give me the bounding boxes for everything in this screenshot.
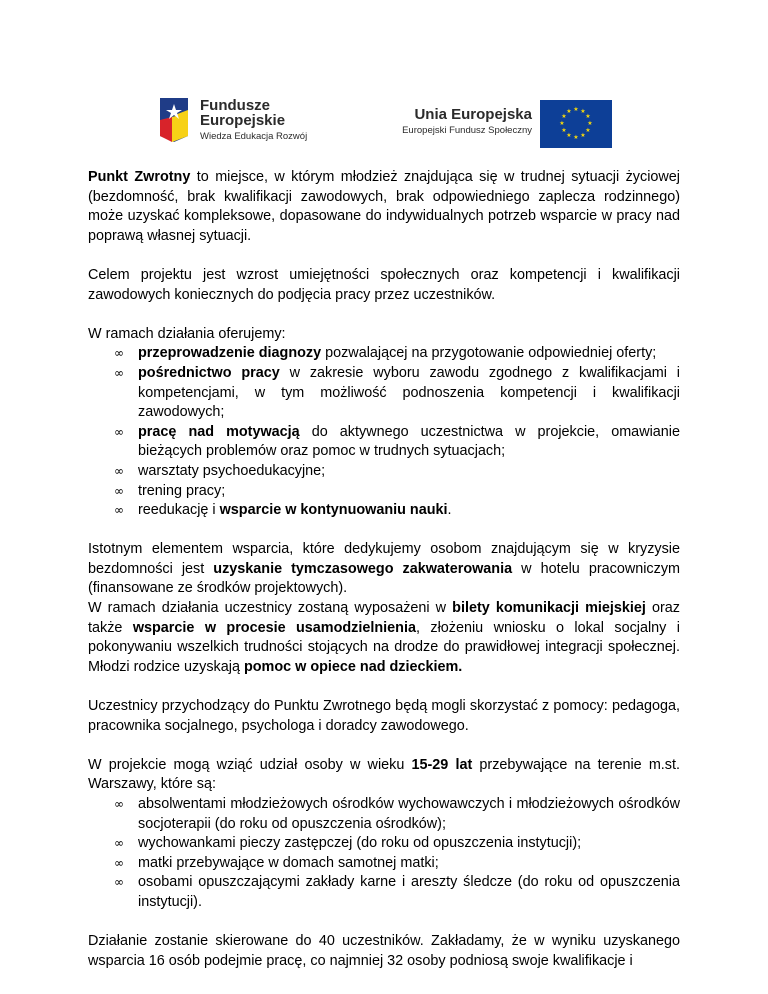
support-text: oraz także <box>88 600 681 636</box>
svg-text:★: ★ <box>566 132 572 139</box>
offer-list <box>88 344 680 520</box>
item-text: osobami opuszczającymi zakłady karne i areszty śledcze (do roku od opuszczenia instytucji). <box>138 874 680 910</box>
eligibility-text: przebywające na terenie m.st. Warszawy, które są: <box>88 756 680 793</box>
item-text: absolwentami młodzieżowych ośrodków wychowawczych i młodzieżowych ośrodków socjoterapii (do roku od opuszczenia ośrodków); <box>138 796 680 832</box>
item-bold: pośrednictwo pracy <box>138 364 280 381</box>
bullet-icon: ∞ <box>114 463 124 478</box>
svg-text:★: ★ <box>580 132 586 139</box>
svg-text:★: ★ <box>585 113 591 120</box>
svg-text:★: ★ <box>566 108 572 115</box>
fundusze-europejskie-logo <box>158 96 358 156</box>
eligibility-text: W projekcie mogą wziąć udział osoby w wieku <box>88 756 412 773</box>
punkt-zwrotny-name: Punkt Zwrotny <box>88 169 191 185</box>
paragraph-outcomes: Działanie zostanie skierowane do 40 uczestników. Zakładamy, że w wyniku uzyskanego wsparcia 16 osób podejmie pracę, co najmniej 32 osoby podniosą swoje kwalifikacje i <box>88 933 680 969</box>
item-text: do aktywnego uczestnictwa w projekcie, omawianie bieżących problemów oraz pomoc w trudnych sytuacjach; <box>138 423 680 460</box>
svg-text:★: ★ <box>580 108 586 115</box>
item-bold: przeprowadzenie diagnozy <box>138 345 322 362</box>
list-item <box>88 364 680 423</box>
fe-logo-line2: Europejskie <box>200 112 286 129</box>
item-bold: wsparcie w kontynuowaniu nauki <box>219 502 448 519</box>
list-item <box>88 344 680 364</box>
list-item <box>88 854 680 874</box>
unia-europejska-logo <box>402 100 612 150</box>
item-text: . <box>447 502 452 519</box>
ue-logo-subtitle: Europejski Fundusz Społeczny <box>402 125 532 136</box>
paragraph-intro <box>88 168 680 246</box>
fe-logo-line1: Fundusze <box>200 97 270 114</box>
bullet-icon: ∞ <box>114 875 124 890</box>
list-item <box>88 501 680 521</box>
list-item <box>88 873 680 912</box>
intro-text: to miejsce, w którym młodzież znajdująca się w trudnej sytuacji życiowej (bezdomność, brak kwalifikacji zawodowych, brak odpowiedniego zaplecza rodzinnego) może uzyskać kompleksowe, dopasowane do indywidualnych potrzeb wsparcie w pracy nad poprawą własnej sytuacji. <box>88 169 680 244</box>
bullet-icon: ∞ <box>114 836 124 851</box>
list-item <box>88 423 680 462</box>
offer-intro: W ramach działania oferujemy: <box>88 325 286 342</box>
support-bold-independence: wsparcie w procesie usamodzielnienia <box>132 619 416 636</box>
item-text: wychowankami pieczy zastępczej (do roku od opuszczenia instytucji); <box>138 835 582 852</box>
paragraph-housing <box>88 540 680 599</box>
svg-text:★: ★ <box>561 127 567 134</box>
fe-logo-tagline: Wiedza Edukacja Rozwój <box>200 131 308 142</box>
bullet-icon: ∞ <box>114 855 124 870</box>
housing-text-end: w hotelu pracowniczym (finansowane ze środków projektowych). <box>88 560 681 597</box>
paragraph-goal: Celem projektu jest wzrost umiejętności społecznych oraz kompetencji i kwalifikacji zawodowych koniecznych do podjęcia pracy przez uczestników. <box>88 266 680 303</box>
svg-text:★: ★ <box>573 106 579 113</box>
bullet-icon: ∞ <box>114 483 124 498</box>
support-text: , złożeniu wniosku o lokal socjalny i pokonywaniu wszelkich trudności stojących na drodze do prawidłowej integracji społecznej. Młodzi rodzice uzyskają <box>88 619 680 675</box>
bullet-icon: ∞ <box>114 503 124 518</box>
bullet-icon: ∞ <box>114 797 124 811</box>
support-bold-tickets: bilety komunikacji miejskiej <box>452 600 646 617</box>
svg-text:★: ★ <box>559 120 565 127</box>
document-body <box>88 168 680 991</box>
bullet-icon: ∞ <box>114 346 124 361</box>
item-text: matki przebywające w domach samotnej matki; <box>138 854 439 871</box>
paragraph-eligibility <box>88 756 680 795</box>
bullet-icon: ∞ <box>114 424 124 439</box>
paragraph-specialists: Uczestnicy przychodzący do Punktu Zwrotnego będą mogli skorzystać z pomocy: pedagoga, pracownika socjalnego, psychologa i doradcy zawodowego. <box>88 698 680 734</box>
item-text: warsztaty psychoedukacyjne; <box>138 462 326 479</box>
svg-text:★: ★ <box>561 113 567 120</box>
item-text: trening pracy; <box>138 482 226 499</box>
paragraph-support <box>88 599 680 677</box>
eu-flag-icon <box>540 100 612 148</box>
housing-bold: uzyskanie tymczasowego zakwaterowania <box>213 560 513 577</box>
item-text: pozwalającej na przygotowanie odpowiedniej oferty; <box>321 345 657 362</box>
ue-logo-title: Unia Europejska <box>414 106 532 123</box>
list-item <box>88 834 680 854</box>
eligibility-list <box>88 795 680 913</box>
fe-star-flag-icon <box>158 96 192 144</box>
list-item <box>88 462 680 482</box>
bullet-icon: ∞ <box>114 365 124 380</box>
svg-text:★: ★ <box>573 134 579 141</box>
support-bold-childcare: pomoc w opiece nad dzieckiem. <box>243 658 463 675</box>
svg-text:★: ★ <box>585 127 591 134</box>
support-text: W ramach działania uczestnicy zostaną wyposażeni w <box>88 600 453 617</box>
eligibility-age: 15-29 lat <box>411 756 473 773</box>
list-item <box>88 795 680 834</box>
list-item <box>88 482 680 502</box>
housing-text: Istotnym elementem wsparcia, które dedykujemy osobom znajdującym się w kryzysie bezdomności jest <box>88 541 680 577</box>
item-text: reedukację i <box>138 502 220 519</box>
item-bold: pracę nad motywacją <box>138 423 300 440</box>
svg-text:★: ★ <box>587 120 593 127</box>
item-text: w zakresie wyboru zawodu zgodnego z kwalifikacjami i kompetencjami, w tym możliwość podnoszenia kompetencji i kwalifikacji zawodowych; <box>138 364 680 421</box>
logo-header <box>88 86 680 156</box>
